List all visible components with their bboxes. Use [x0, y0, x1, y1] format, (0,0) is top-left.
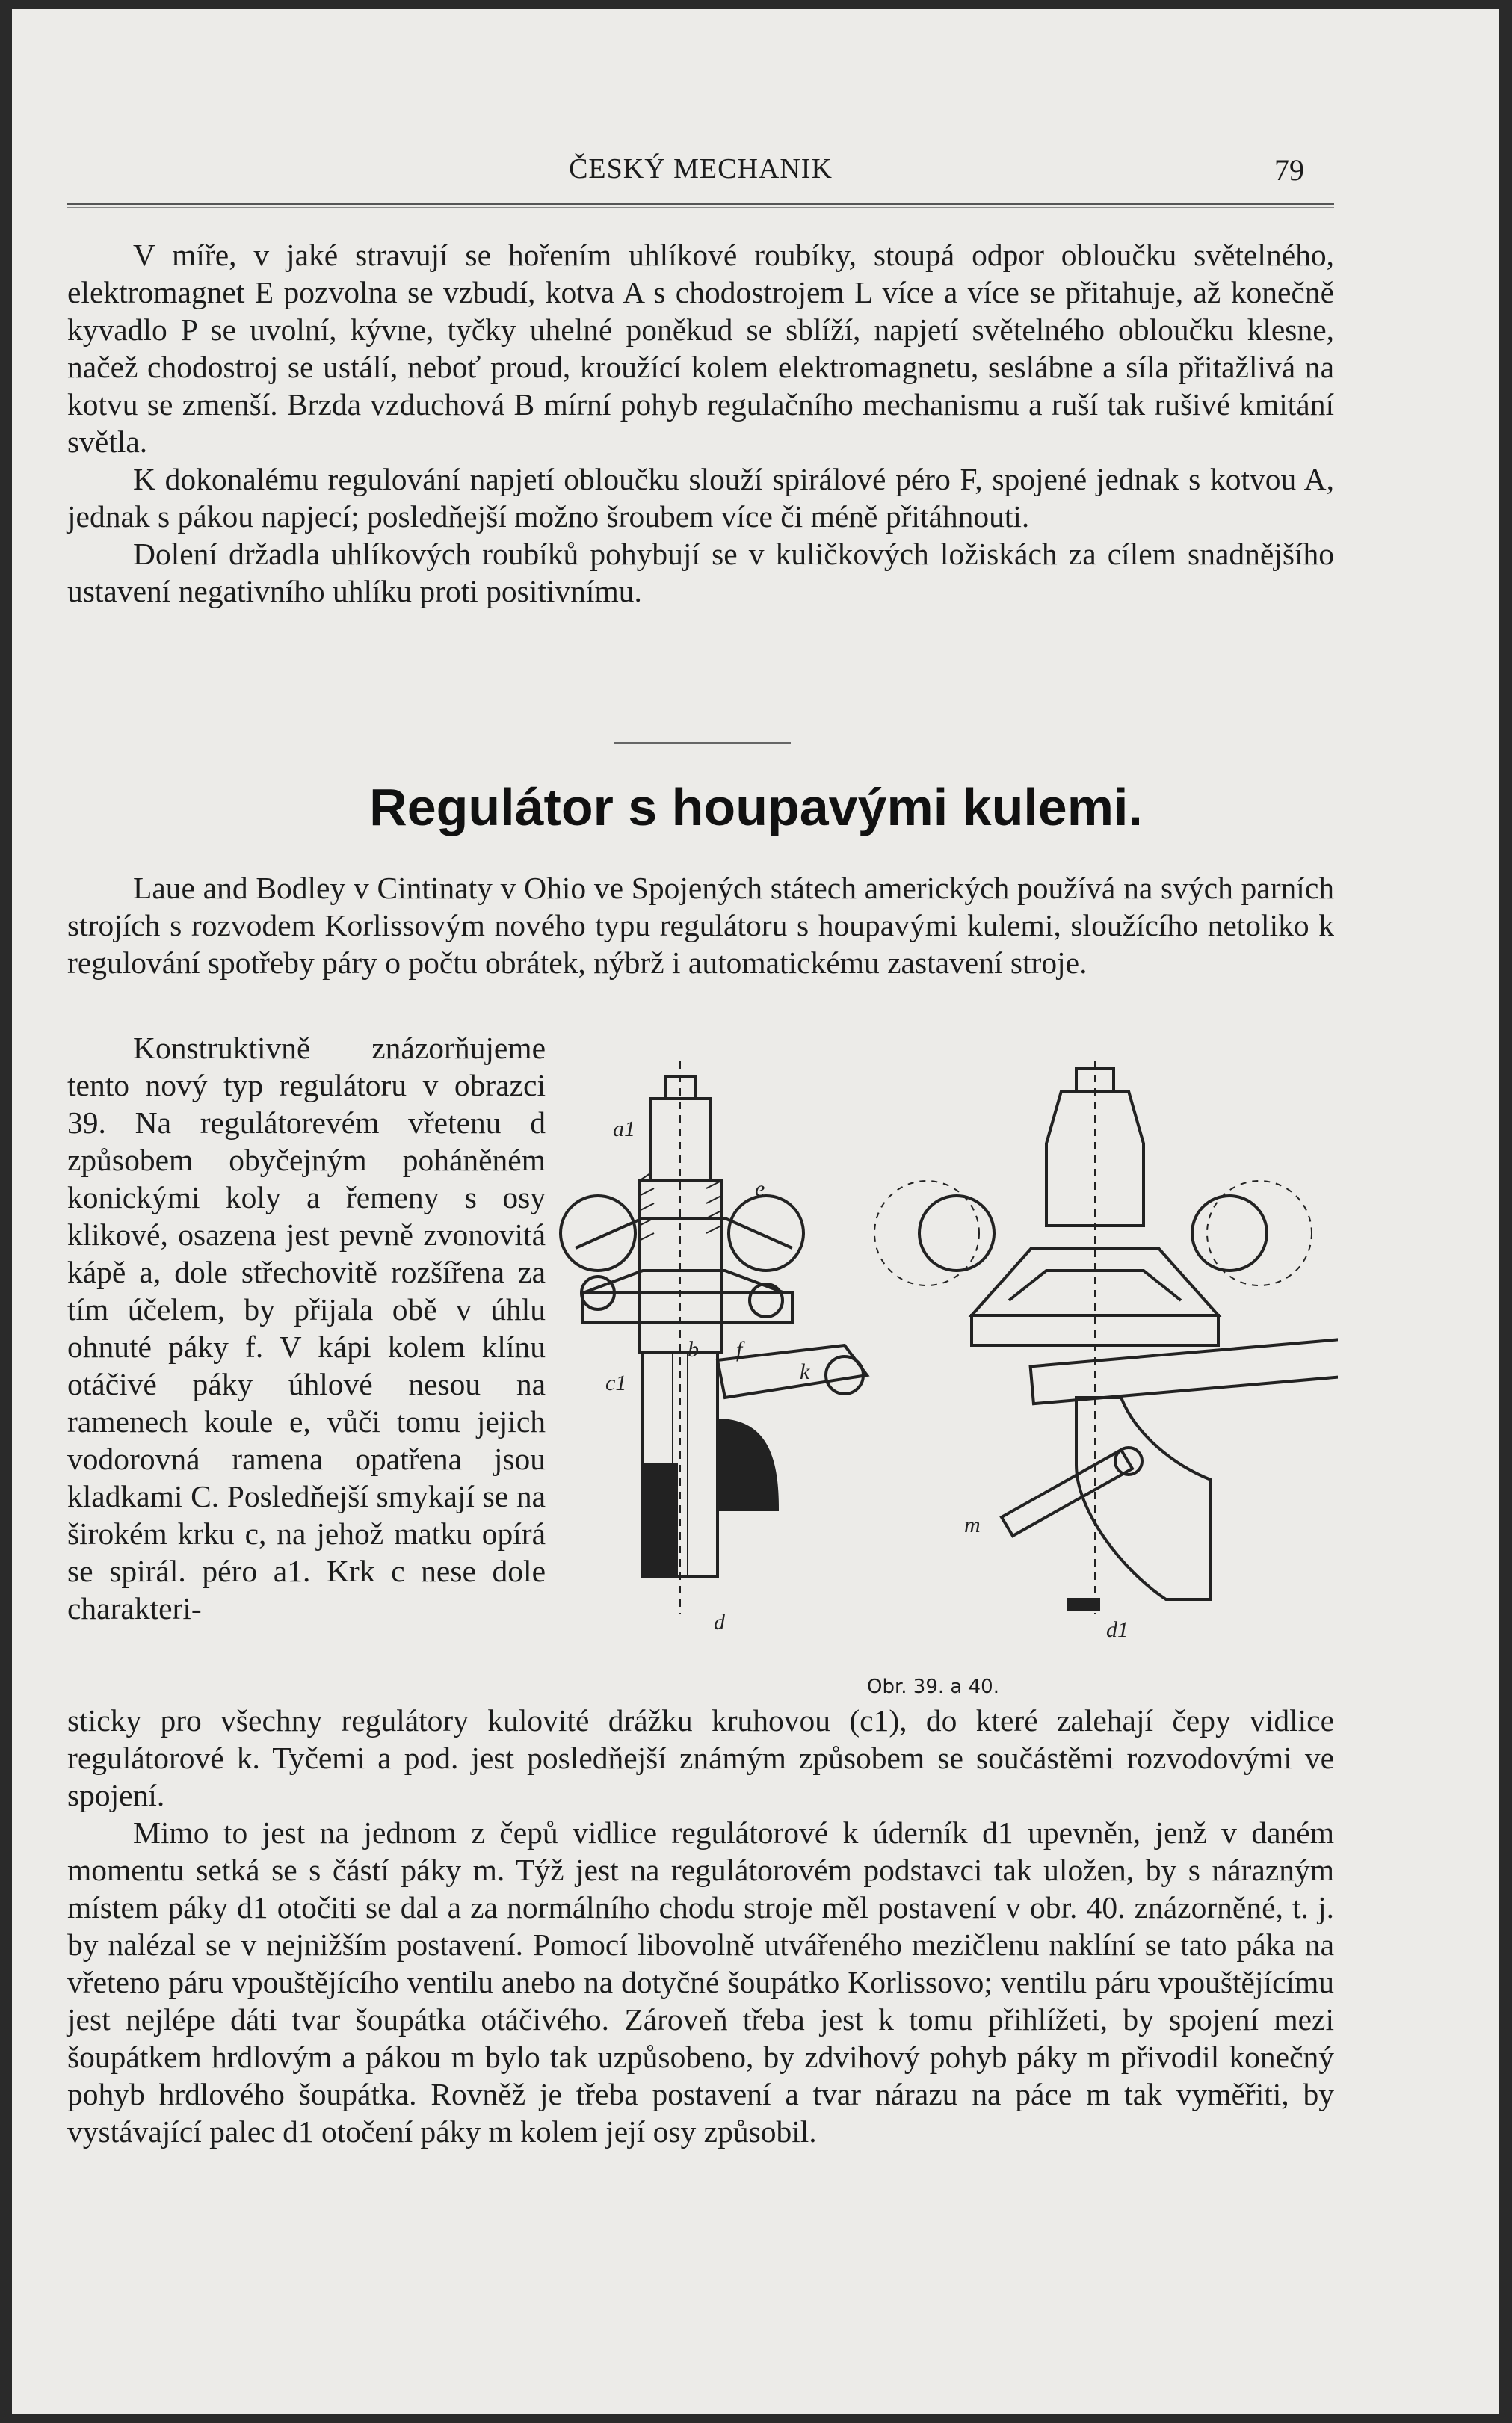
lead-text: [67, 869, 1334, 981]
paragraph: K dokonalému regulování napjetí obloučku slouží spirálové péro F, spojené jednak s kotvou A, jednak s pákou napjecí; posledňejší možno šroubem více či méně přitáhnouti.: [67, 462, 1334, 534]
section-separator: [614, 742, 791, 744]
regulator-drawing: [553, 1046, 1338, 1644]
page-header: [67, 152, 1334, 197]
figure-caption: Obr. 39. a 40.: [867, 1676, 999, 1698]
paragraph: Konstruktivně znázorňujeme tento nový typ regulátoru v obrazci 39. Na regulátorevém vřetenu d způsobem obyčejným poháněném konickými koly a řemeny s osy klikové, osazena jest pevně zvonovitá kápě a, dole střechovitě rozšířena za tím účelem, by přijala obě v úhlu ohnuté páky f. V kápi kolem klínu otáčivé páky úhlové nesou na ramenech koule e, vůči tomu jejich vodorovná ramena opatřena jsou kladkami C. Posledňejší smykají se na širokém krku c, na jehož matku opírá se spirál. péro a1. Krk c nese dole charakteri-: [67, 1031, 546, 1626]
label-e: e: [755, 1176, 765, 1201]
running-head: ČESKÝ MECHANIK: [569, 153, 833, 185]
paragraph: Dolení držadla uhlíkových roubíků pohybují se v kuličkových ložiskách za cílem snadnějšího ustavení negativního uhlíku proti positivnímu.: [67, 537, 1334, 608]
label-k: k: [800, 1359, 810, 1384]
intro-text: [67, 236, 1334, 610]
label-m: m: [964, 1513, 981, 1537]
figure-regulator: [553, 1046, 1338, 1698]
paragraph: Laue and Bodley v Cintinaty v Ohio ve Spojených státech amerických používá na svých parních strojích s rozvodem Korlissovým nového typu regulátoru s houpavými kulemi, sloužícího netoliko k regulování spotřeby páry o počtu obrátek, nýbrž i automatickému zastavení stroje.: [67, 871, 1334, 980]
wrapped-text: [67, 1029, 546, 1627]
continued-text: [67, 1702, 1334, 2150]
paragraph: V míře, v jaké stravují se hořením uhlíkové roubíky, stoupá odpor obloučku světelného, elektromagnet E pozvolna se vzbudí, kotva A s chodostrojem L více a více se přitahuje, až konečně kyvadlo P se uvolní, kývne, tyčky uhelné poněkud se sblíží, napjetí světelného obloučku klesne, načež chodostroj se ustálí, neboť proud, kroužící kolem elektromagnetu, seslábne a síla přitažlivá na kotvu se zmenší. Brzda vzduchová B mírní pohyb regulačního mechanismu a ruší tak rušivé kmitání světla.: [67, 238, 1334, 459]
label-f: f: [736, 1337, 743, 1362]
paragraph: Mimo to jest na jednom z čepů vidlice regulátorové k úderník d1 upevněn, jenž v daném momentu setká se s částí páky m. Týž jest na regulátorovém podstavci tak uložen, by s nárazným místem páky d1 otočiti se dal a za normálního chodu stroje měl postavení v obr. 40. znázorněné, t. j. by nalézal se v nejnižším postavení. Pomocí libovolně utvářeného mezičlenu naklíní se tato páka na vřeteno páru vpouštějícího ventilu anebo na dotyčné šoupátko Korlissovo; ventilu páru vpouštějícímu jest nejlépe dáti tvar šoupátka otáčivého. Zároveň třeba jest k tomu přihlížeti, by spojení mezi šoupátkem hrdlovým a pákou m bylo tak uzpůsobeno, by zdvihový pohyb páky m přivodil konečný pohyb hrdlového šoupátka. Rovněž je třeba postavení a tvar nárazu na páce m tak vyměřiti, by vystávající palec d1 otočení páky m kolem její osy způsobil.: [67, 1815, 1334, 2149]
label-c1: c1: [605, 1371, 627, 1395]
page-number: 79: [1274, 153, 1304, 187]
section-title: Regulátor s houpavými kulemi.: [369, 778, 1143, 836]
label-d: d: [714, 1610, 725, 1635]
paragraph: sticky pro všechny regulátory kulovité drážku kruhovou (c1), do které zalehají čepy vidlice regulátorové k. Tyčemi a pod. jest posledňejší známým způsobem se součástěmi rozvodovými ve spojení.: [67, 1703, 1334, 1812]
label-b: b: [688, 1337, 699, 1362]
label-d1: d1: [1106, 1617, 1129, 1642]
header-rule: [67, 203, 1334, 208]
label-a1: a1: [613, 1117, 635, 1141]
